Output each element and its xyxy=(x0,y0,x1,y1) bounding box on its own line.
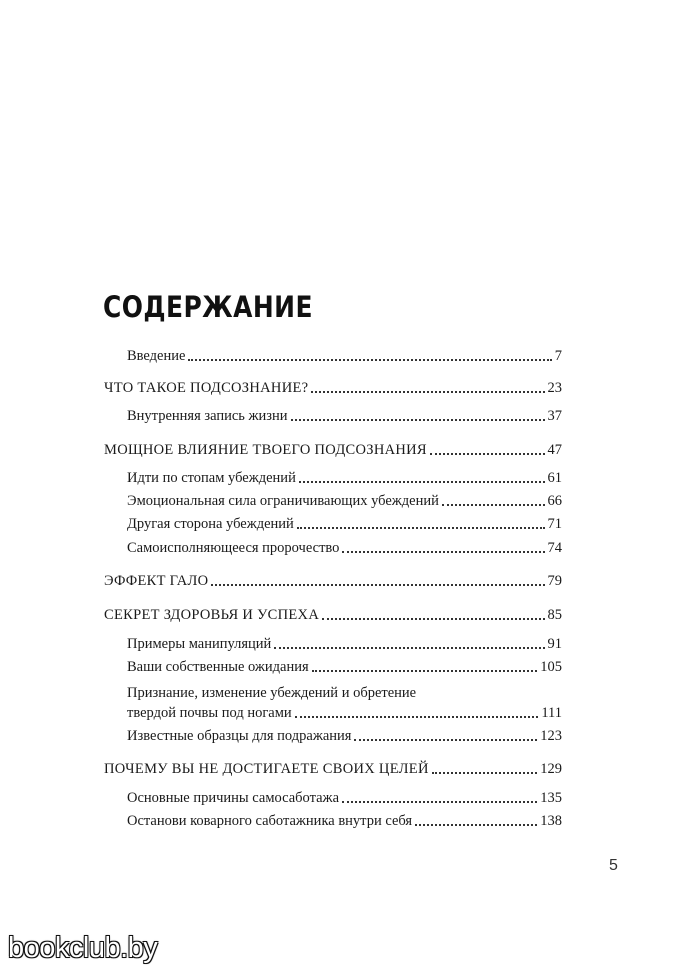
toc-entry-title: МОЩНОЕ ВЛИЯНИЕ ТВОЕГО ПОДСОЗНАНИЯ xyxy=(104,442,427,458)
toc-entry-page: 7 xyxy=(554,348,562,364)
toc-entry-page: 79 xyxy=(547,573,562,589)
toc-entry-title: Внутренняя запись жизни xyxy=(127,408,288,424)
toc-entry-title: ЧТО ТАКОЕ ПОДСОЗНАНИЕ? xyxy=(104,380,309,396)
toc-entry xyxy=(0,538,562,558)
toc-entry-page: 91 xyxy=(547,636,562,652)
toc-entry-title: СЕКРЕТ ЗДОРОВЬЯ И УСПЕХА xyxy=(104,607,320,623)
toc-entry-page: 74 xyxy=(547,540,562,556)
toc-chapter xyxy=(0,605,562,625)
dot-leader xyxy=(291,418,545,421)
toc-entry xyxy=(0,406,562,426)
toc-entry-page: 138 xyxy=(540,813,562,829)
toc-title: СОДЕРЖАНИЕ xyxy=(103,290,313,324)
toc-entry-title: Эмоциональная сила ограничивающих убеждений xyxy=(127,493,439,509)
toc-entry-page: 111 xyxy=(541,705,562,721)
toc-entry-page: 123 xyxy=(540,728,562,744)
toc-entry-page: 23 xyxy=(547,380,562,396)
toc-chapter xyxy=(0,440,562,460)
toc-entry-title: Идти по стопам убеждений xyxy=(127,470,296,486)
dot-leader xyxy=(432,771,538,774)
toc-entry-title: Введение xyxy=(127,348,186,364)
toc-entry-title: Самоисполняющееся пророчество xyxy=(127,540,340,556)
dot-leader xyxy=(342,800,537,803)
toc-entry-page: 129 xyxy=(540,761,562,777)
page-number: 5 xyxy=(609,857,618,874)
toc-entry-title: Известные образцы для подражания xyxy=(127,728,352,744)
toc-entry xyxy=(0,468,562,488)
toc-entry xyxy=(0,491,562,511)
toc-entry-title: Основные причины самосаботажа xyxy=(127,790,339,806)
dot-leader xyxy=(342,550,544,553)
toc-entry xyxy=(0,657,562,677)
toc-entry xyxy=(0,811,562,831)
toc-entry xyxy=(0,703,562,723)
toc-chapter xyxy=(0,378,562,398)
toc-entry-title: Примеры манипуляций xyxy=(127,636,272,652)
toc-entry-page: 85 xyxy=(547,607,562,623)
toc-entry-page: 71 xyxy=(547,516,562,532)
toc-entry-page: 47 xyxy=(547,442,562,458)
dot-leader xyxy=(415,823,537,826)
toc-chapter xyxy=(0,571,562,591)
dot-leader xyxy=(297,526,545,529)
dot-leader xyxy=(312,669,538,672)
toc-entry-page: 135 xyxy=(540,790,562,806)
toc-entry xyxy=(0,514,562,534)
toc-chapter xyxy=(0,759,562,779)
dot-leader xyxy=(274,646,544,649)
dot-leader xyxy=(311,390,544,393)
toc-entry xyxy=(0,346,562,366)
dot-leader xyxy=(322,617,544,620)
toc-entry-title: ПОЧЕМУ ВЫ НЕ ДОСТИГАЕТЕ СВОИХ ЦЕЛЕЙ xyxy=(104,761,429,777)
toc-entry-title: Останови коварного саботажника внутри себя xyxy=(127,813,413,829)
toc-entry xyxy=(0,634,562,654)
toc-entry-page: 61 xyxy=(547,470,562,486)
dot-leader xyxy=(354,738,537,741)
toc-entry xyxy=(0,726,562,746)
dot-leader xyxy=(430,452,545,455)
toc-entry-title: ЭФФЕКТ ГАЛО xyxy=(104,573,209,589)
toc-entry-page: 66 xyxy=(547,493,562,509)
watermark-logo: bookclub.by xyxy=(8,932,158,964)
toc-entry-title: Другая сторона убеждений xyxy=(127,516,294,532)
toc-entry-title: твердой почвы под ногами xyxy=(127,705,292,721)
dot-leader xyxy=(295,715,539,718)
toc-entry-title: Ваши собственные ожидания xyxy=(127,659,309,675)
dot-leader xyxy=(442,503,545,506)
toc-entry xyxy=(0,788,562,808)
dot-leader xyxy=(211,583,544,586)
toc-entry-page: 37 xyxy=(547,408,562,424)
dot-leader xyxy=(188,358,551,361)
toc-entry-page: 105 xyxy=(540,659,562,675)
dot-leader xyxy=(299,480,545,483)
toc-entry-title-line1: Признание, изменение убеждений и обретение xyxy=(127,685,417,701)
